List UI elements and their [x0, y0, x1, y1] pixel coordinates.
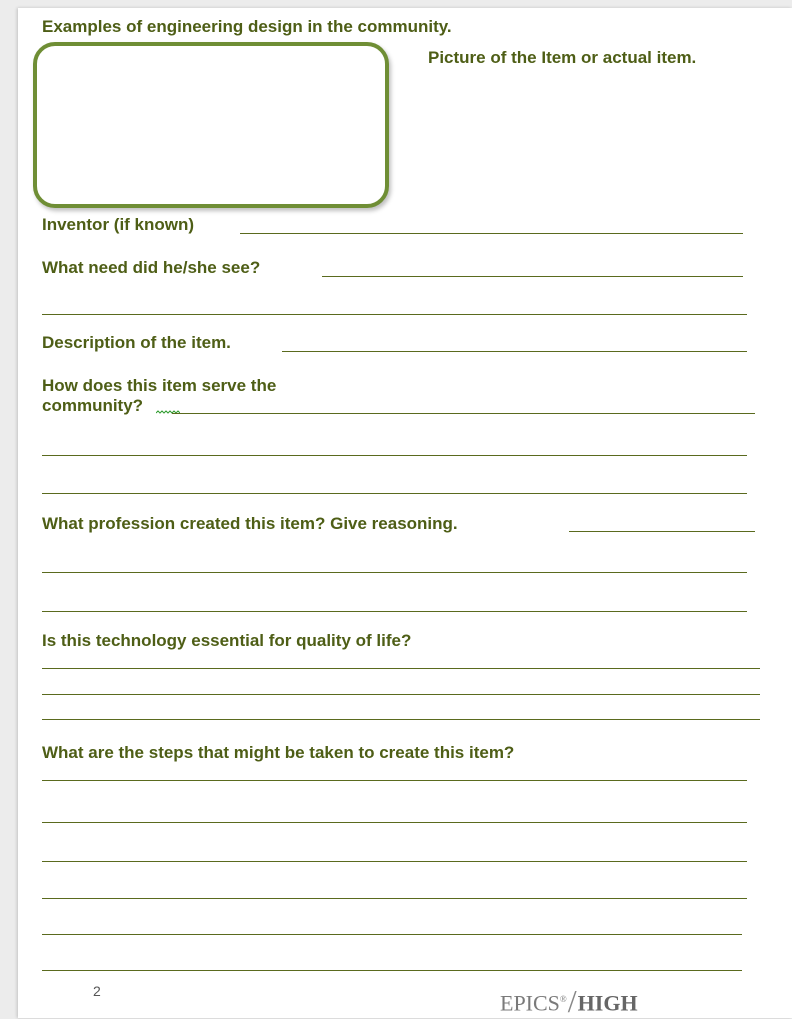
inventor-answer-line[interactable] [240, 233, 743, 234]
steps-answer-line-6[interactable] [42, 970, 742, 971]
profession-answer-line-3[interactable] [42, 611, 747, 612]
profession-answer-line[interactable] [569, 531, 755, 532]
quality-label: Is this technology essential for quality of life? [42, 631, 412, 650]
steps-label: What are the steps that might be taken to create this item? [42, 743, 515, 762]
inventor-label: Inventor (if known) [42, 215, 195, 234]
serve-label-line2: community? [42, 396, 144, 415]
serve-answer-line-2[interactable] [42, 455, 747, 456]
serve-answer-line[interactable] [172, 413, 755, 414]
steps-answer-line-2[interactable] [42, 822, 747, 823]
steps-answer-line-3[interactable] [42, 861, 747, 862]
need-answer-line[interactable] [322, 276, 743, 277]
need-label: What need did he/she see? [42, 258, 261, 277]
logo-high-text: HIGH [577, 990, 638, 1016]
picture-label: Picture of the Item or actual item. [428, 48, 697, 67]
steps-answer-line-5[interactable] [42, 934, 742, 935]
need-answer-line-2[interactable] [42, 314, 747, 315]
profession-label: What profession created this item? Give reasoning. [42, 514, 458, 533]
quality-answer-line-3[interactable] [42, 719, 760, 720]
steps-answer-line[interactable] [42, 780, 747, 781]
logo-epics-text: EPICS [500, 990, 560, 1016]
serve-label-line1: How does this item serve the [42, 376, 277, 395]
epics-high-logo [500, 985, 638, 1017]
quality-answer-line-2[interactable] [42, 694, 760, 695]
description-label: Description of the item. [42, 333, 231, 352]
picture-box [33, 42, 389, 208]
logo-registered-mark: ® [559, 994, 567, 1004]
quality-answer-line[interactable] [42, 668, 760, 669]
steps-answer-line-4[interactable] [42, 898, 747, 899]
serve-answer-line-3[interactable] [42, 493, 747, 494]
logo-slash: / [567, 983, 577, 1019]
page-number: 2 [93, 983, 101, 999]
description-answer-line[interactable] [282, 351, 747, 352]
profession-answer-line-2[interactable] [42, 572, 747, 573]
worksheet-heading: Examples of engineering design in the community. [42, 17, 452, 36]
